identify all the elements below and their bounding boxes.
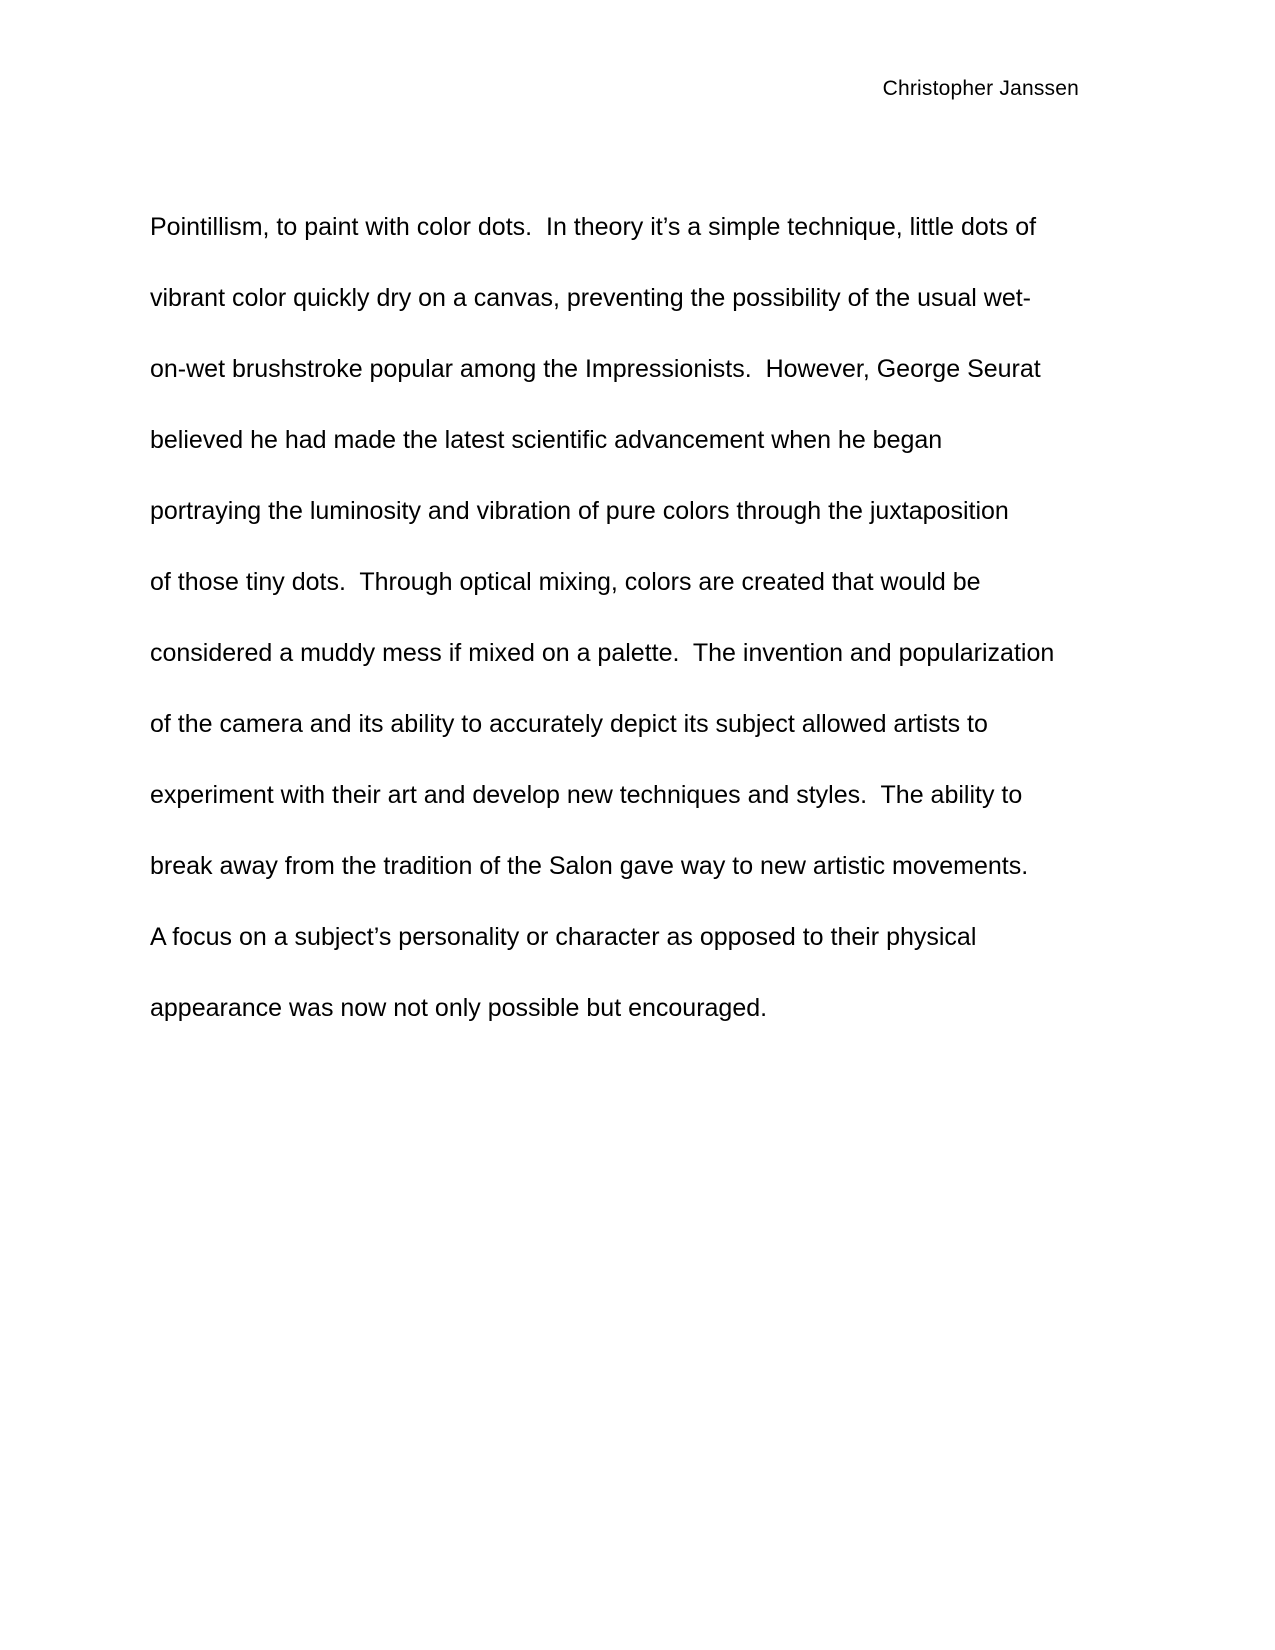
paragraph-line: Pointillism, to paint with color dots. In theory it’s a simple technique, little dots of bbox=[150, 213, 1037, 241]
paragraph-line: experiment with their art and develop new techniques and styles. The ability to bbox=[150, 781, 1023, 809]
essay-paragraph bbox=[150, 210, 1150, 1062]
paragraph-line: of those tiny dots. Through optical mixing, colors are created that would be bbox=[150, 568, 981, 596]
author-name-header: Christopher Janssen bbox=[882, 77, 1079, 100]
paragraph-line: break away from the tradition of the Salon gave way to new artistic movements. bbox=[150, 852, 1029, 880]
paragraph-line: vibrant color quickly dry on a canvas, preventing the possibility of the usual wet- bbox=[150, 284, 1032, 312]
paragraph-line: of the camera and its ability to accurately depict its subject allowed artists to bbox=[150, 710, 988, 738]
paragraph-line: appearance was now not only possible but encouraged. bbox=[150, 994, 768, 1022]
paragraph-line: portraying the luminosity and vibration of pure colors through the juxtaposition bbox=[150, 497, 1009, 525]
paragraph-line: considered a muddy mess if mixed on a palette. The invention and popularization bbox=[150, 639, 1055, 667]
paragraph-line: A focus on a subject’s personality or character as opposed to their physical bbox=[150, 923, 977, 951]
paragraph-line: on-wet brushstroke popular among the Impressionists. However, George Seurat bbox=[150, 355, 1041, 383]
paragraph-line: believed he had made the latest scientific advancement when he began bbox=[150, 426, 943, 454]
